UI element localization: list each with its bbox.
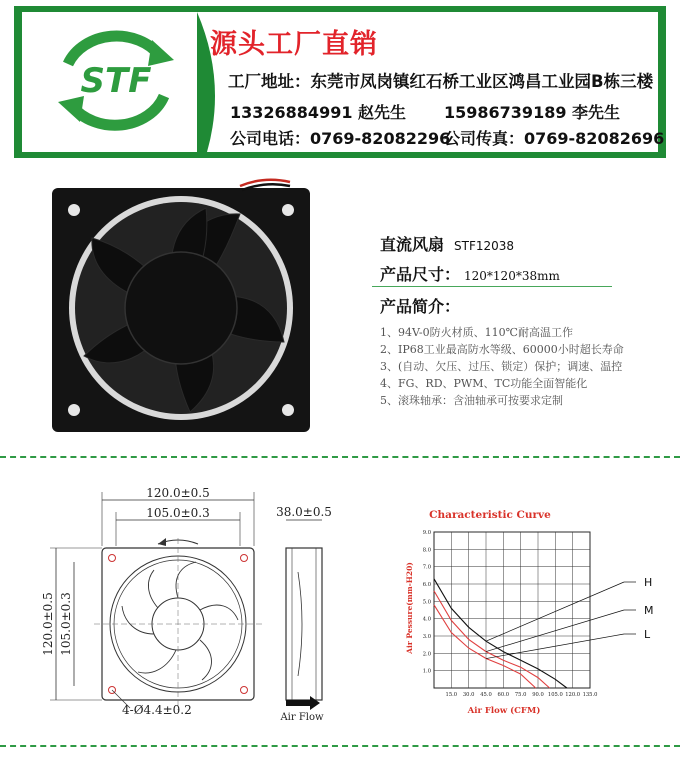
- company-fax: 公司传真：0769-82082696: [444, 129, 665, 148]
- contact-1: [230, 100, 444, 123]
- chart-y-tick-label: 3.0: [422, 634, 431, 640]
- dashed-divider-bottom: [0, 745, 680, 747]
- product-intro-title: 产品简介：: [380, 297, 461, 316]
- chart-y-tick-label: 8.0: [422, 547, 431, 554]
- dim-depth: 38.0±0.5: [276, 505, 332, 519]
- contact-1-name: 赵先生: [358, 103, 407, 122]
- stf-logo-icon: [48, 26, 184, 136]
- chart-x-tick-label: 135.0: [582, 692, 598, 698]
- product-size-label: 产品尺寸：: [380, 265, 461, 284]
- chart-y-tick-label: 7.0: [422, 564, 431, 571]
- chart-y-tick-label: 9.0: [422, 530, 431, 536]
- header-banner: [14, 6, 666, 158]
- dim-width-inner: 105.0±0.3: [146, 506, 210, 520]
- contact-mobile-row: [230, 100, 620, 123]
- airflow-label: Air Flow: [280, 712, 324, 723]
- factory-address: 工厂地址：东莞市凤岗镇红石桥工业区鸿昌工业园B栋三楼: [228, 72, 654, 91]
- contact-1-phone: 13326884991: [230, 103, 353, 122]
- chart-x-tick-label: 30.0: [462, 692, 475, 698]
- product-type-label: 直流风扇: [380, 235, 445, 254]
- header-panel: [22, 12, 665, 152]
- chart-plot-frame: [434, 532, 590, 688]
- chart-leader-M: [486, 610, 624, 652]
- dimension-drawing: [40, 482, 360, 732]
- feature-list: [380, 324, 624, 409]
- chart-y-tick-label: 6.0: [422, 582, 431, 588]
- chart-y-tick-label: 5.0: [422, 599, 431, 606]
- chart-title: Characteristic Curve: [429, 509, 551, 521]
- chart-x-tick-label: 15.0: [445, 692, 458, 698]
- company-name: 源头工厂直销: [210, 29, 378, 60]
- chart-y-tick-label: 4.0: [422, 616, 431, 623]
- chart-legend-label-H: H: [644, 576, 653, 589]
- dim-width-outer: 120.0±0.5: [146, 486, 210, 500]
- contact-2-name: 李先生: [572, 103, 621, 122]
- chart-x-tick-label: 60.0: [497, 692, 510, 698]
- contact-office-row: [230, 126, 664, 149]
- logo-text: STF: [80, 61, 152, 101]
- product-model: STF12038: [454, 239, 515, 253]
- feature-item: 5、滚珠轴承：含油轴承可按要求定制: [380, 394, 563, 407]
- chart-legend-label-L: L: [644, 628, 651, 641]
- chart-x-label: Air Flow (CFM): [467, 706, 541, 716]
- chart-x-tick-label: 45.0: [480, 692, 492, 698]
- feature-item: 4、FG、RD、PWM、TC功能全面智能化: [380, 377, 588, 390]
- chart-y-tick-label: 1.0: [422, 668, 431, 675]
- chart-x-tick-label: 120.0: [565, 692, 581, 698]
- chart-leader-H: [486, 582, 624, 641]
- chart-legend-label-M: M: [644, 604, 654, 617]
- chart-x-tick-label: 90.0: [532, 692, 544, 698]
- chart-x-tick-label: 105.0: [547, 692, 563, 698]
- dim-height-outer: 120.0±0.5: [41, 592, 55, 656]
- chart-legend: [486, 576, 654, 659]
- feature-item: 2、IP68工业最高防水等级、60000小时超长寿命: [380, 343, 624, 356]
- dashed-divider-top: [0, 456, 680, 458]
- chart-y-label: Air Pessure(mm-H20): [405, 562, 414, 654]
- feature-item: 1、94V-0防火材质、110℃耐高温工作: [380, 326, 573, 339]
- dim-height-inner: 105.0±0.3: [59, 592, 73, 656]
- dim-hole: 4-Ø4.4±0.2: [122, 703, 192, 717]
- product-type: [380, 232, 514, 255]
- chart-leader-L: [486, 634, 624, 659]
- fan-photo: [50, 172, 312, 434]
- contact-2-phone: 15986739189: [444, 103, 567, 122]
- section-divider: [372, 286, 612, 287]
- product-size-value: 120*120*38mm: [464, 269, 560, 283]
- contact-2: [444, 100, 620, 123]
- company-tel: 公司电话：0769-82082296: [230, 129, 451, 148]
- chart-y-tick-label: 2.0: [422, 651, 431, 658]
- product-size: [380, 262, 560, 285]
- characteristic-curve-chart: [404, 508, 664, 720]
- chart-grid: [423, 530, 598, 698]
- feature-item: 3、(自动、欠压、过压、锁定）保护；调速、温控: [380, 360, 623, 373]
- chart-x-tick-label: 75.0: [514, 692, 527, 698]
